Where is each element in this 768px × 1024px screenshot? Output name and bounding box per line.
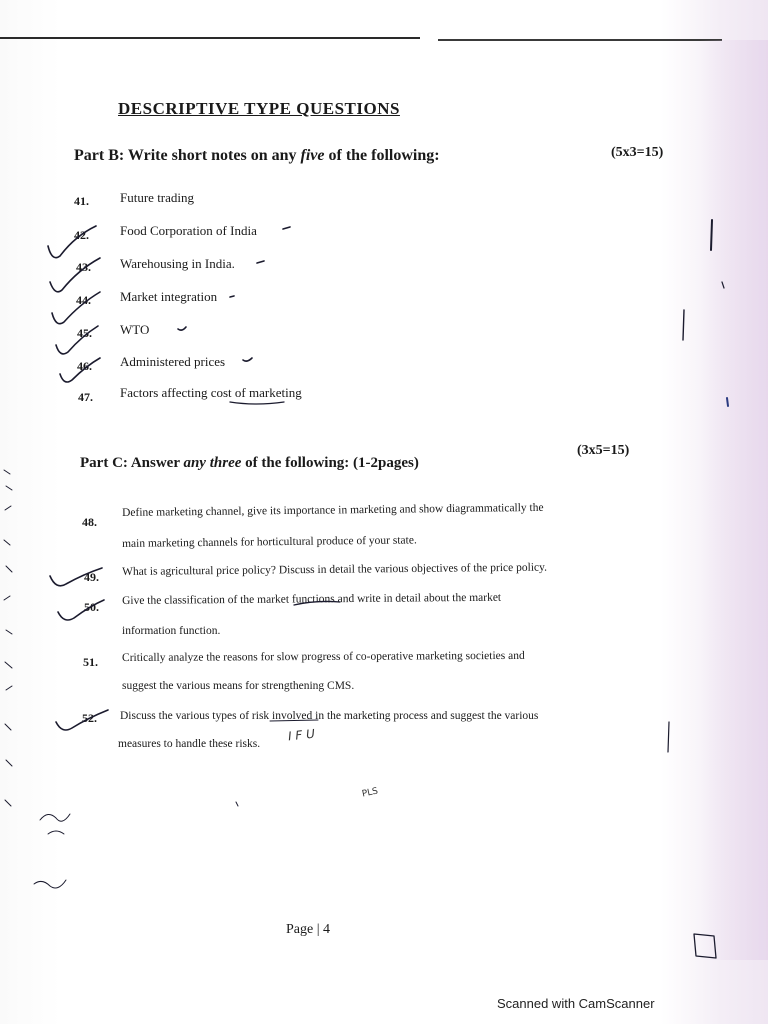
question-text-line: main marketing channels for horticultural produce of your state.	[122, 534, 417, 550]
question-text: Administered prices	[120, 354, 226, 369]
question-text-line: information function.	[122, 625, 221, 637]
question-number: 48.	[82, 515, 97, 529]
question-number: 50.	[84, 600, 99, 614]
part-c-title-prefix: Part C: Answer	[80, 455, 184, 471]
question-number: 52.	[82, 711, 97, 725]
question-text: Market integration	[120, 289, 218, 304]
question-number: 51.	[83, 655, 98, 669]
page-shadow	[700, 40, 768, 960]
part-b-title-emphasis: five	[300, 147, 325, 164]
question-text-line: suggest the various means for strengthening CMS.	[122, 680, 355, 692]
part-b-title	[74, 147, 440, 165]
question-number: 41.	[74, 194, 89, 208]
question-text-line: measures to handle these risks.	[118, 738, 261, 750]
question-text: Factors affecting cost of marketing	[120, 385, 302, 400]
question-number: 49.	[84, 570, 99, 584]
question-text-line: Critically analyze the reasons for slow progress of co-operative marketing societies and	[122, 649, 525, 664]
part-b-marks: (5x3=15)	[611, 145, 664, 160]
question-text-line: What is agricultural price policy? Discuss in detail the various objectives of the price policy.	[122, 561, 548, 578]
question-number: 46.	[77, 359, 92, 373]
question-text-line: Give the classification of the market functions and write in detail about the market	[122, 591, 502, 607]
question-number: 43.	[76, 260, 91, 274]
page-edge-line	[0, 37, 420, 39]
page-number: Page | 4	[286, 922, 331, 937]
question-text: WTO	[120, 322, 150, 337]
part-b-title-prefix: Part B: Write short notes on any	[74, 147, 301, 164]
question-text: Warehousing in India.	[120, 256, 235, 271]
part-c-title	[80, 455, 419, 472]
page-title: DESCRIPTIVE TYPE QUESTIONS	[118, 99, 400, 118]
question-text-line: Discuss the various types of risk involved in the marketing process and suggest the various	[120, 710, 539, 722]
part-c-marks: (3x5=15)	[577, 443, 630, 458]
question-number: 42.	[74, 228, 89, 242]
question-number: 44.	[76, 293, 91, 307]
question-text: Future trading	[120, 190, 195, 205]
part-b-title-suffix: of the following:	[324, 147, 440, 164]
question-number: 45.	[77, 326, 92, 340]
question-number: 47.	[78, 390, 93, 404]
handwritten-note: PLS	[361, 786, 380, 800]
tick-mark-icon	[50, 258, 100, 292]
question-text-line: Define marketing channel, give its importance in marketing and show diagrammatically the	[122, 501, 544, 519]
handwritten-note: I F U	[287, 726, 316, 744]
part-c-title-emphasis: any three	[183, 455, 242, 471]
scanner-watermark: Scanned with CamScanner	[497, 996, 655, 1011]
part-c-title-suffix: of the following: (1-2pages)	[241, 455, 419, 471]
question-text: Food Corporation of India	[120, 223, 257, 238]
page-edge-line	[438, 39, 722, 41]
